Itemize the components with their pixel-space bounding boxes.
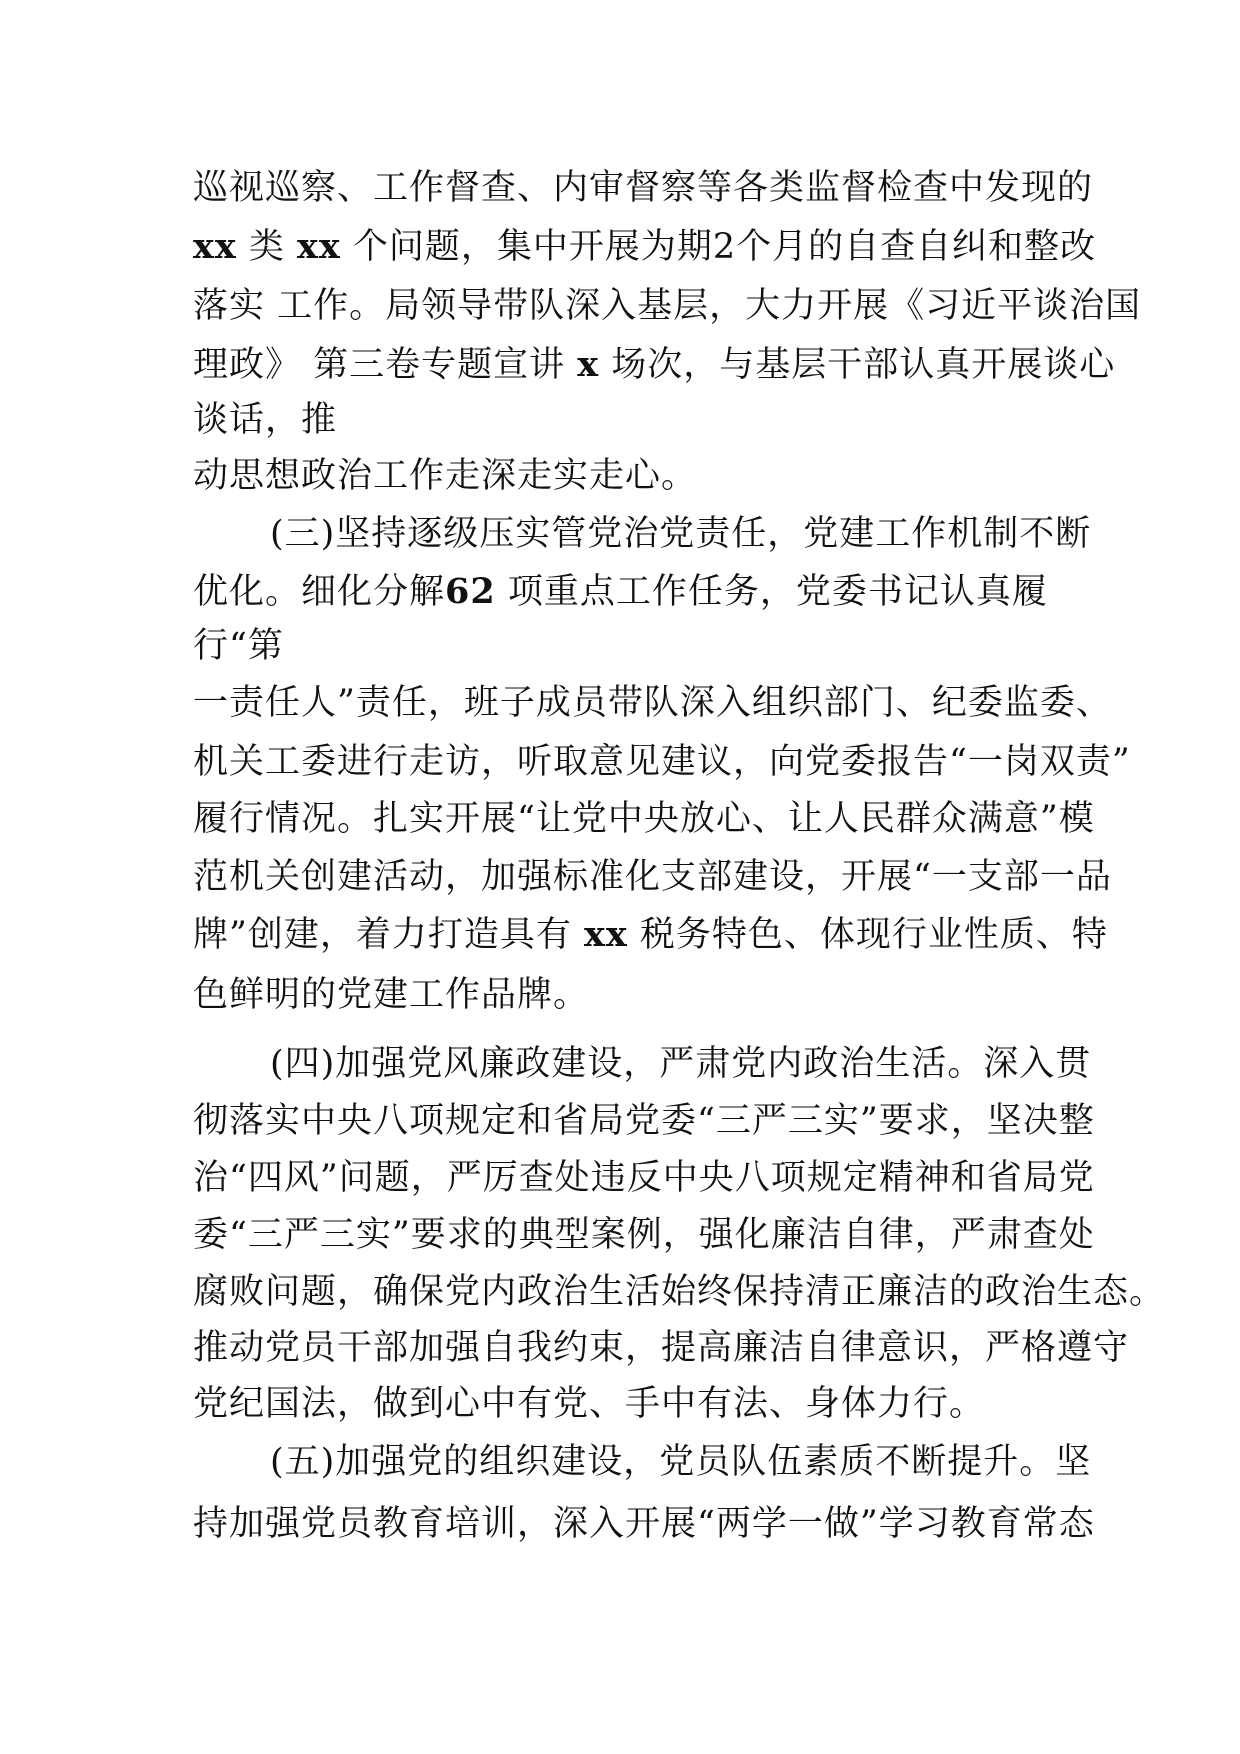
placeholder-text: x — [577, 344, 600, 385]
text-line: 范机关创建活动，加强标准化支部建设，开展“一支部一品 — [193, 857, 1112, 897]
placeholder-text: xx — [193, 226, 237, 267]
text-line: 行“第 — [193, 626, 284, 666]
text-segment: 类 — [236, 227, 297, 267]
text-line: 色鲜明的党建工作品牌。 — [193, 975, 590, 1015]
text-line: 落实 工作。局领导带队深入基层，大力开展《习近平谈治国 — [193, 286, 1142, 326]
section-heading-4: (四)加强党风廉政建设，严肃党内政治生活。深入贯 — [270, 1044, 1092, 1084]
text-line: 持加强党员教育培训，深入开展“两学一做”学习教育常态 — [193, 1504, 1095, 1544]
text-line: 一责任人”责任，班子成员带队深入组织部门、纪委监委、 — [193, 683, 1112, 723]
text-line: 腐败问题，确保党内政治生活始终保持清正廉洁的政治生态。 — [193, 1272, 1166, 1312]
text-line: 委“三严三实”要求的典型案例，强化廉洁自律，严肃查处 — [193, 1215, 1095, 1255]
text-line: 推动党员干部加强自我约束，提高廉洁自律意识，严格遵守 — [193, 1328, 1130, 1368]
text-segment: 场次，与基层干部认真开展谈心 — [599, 345, 1116, 385]
number-text: 62 — [445, 571, 496, 612]
text-line — [193, 343, 1115, 387]
section-heading-3: (三)坚持逐级压实管党治党责任，党建工作机制不断 — [270, 514, 1092, 554]
text-segment: 项重点工作任务，党委书记认真履 — [495, 572, 1048, 612]
text-segment: 个问题，集中开展为期2个月的自查自纠和整改 — [340, 227, 1097, 267]
text-line: 巡视巡察、工作督查、内审督察等各类监督检查中发现的 — [193, 168, 1094, 208]
text-segment: 优化。细化分解 — [193, 572, 446, 612]
text-line — [193, 225, 1096, 269]
placeholder-text: xx — [584, 914, 628, 955]
text-line — [193, 913, 1108, 957]
text-line: 彻落实中央八项规定和省局党委“三严三实”要求，坚决整 — [193, 1101, 1095, 1141]
text-line: 党纪国法，做到心中有党、手中有法、身体力行。 — [193, 1384, 986, 1424]
text-line — [193, 570, 1048, 614]
text-line: 治“四风”问题，严厉查处违反中央八项规定精神和省局党 — [193, 1158, 1095, 1198]
text-line: 机关工委进行走访，听取意见建议，向党委报告“一岗双责” — [193, 742, 1131, 782]
text-line: 履行情况。扎实开展“让党中央放心、让人民群众满意”模 — [193, 799, 1095, 839]
text-segment: 理政》 第三卷专题宣讲 — [193, 345, 578, 385]
text-segment: 牌”创建，着力打造具有 — [193, 915, 585, 955]
section-heading-5: (五)加强党的组织建设，党员队伍素质不断提升。坚 — [270, 1442, 1092, 1482]
text-segment: 税务特色、体现行业性质、特 — [627, 915, 1108, 955]
text-line: 谈话，推 — [193, 400, 338, 440]
text-line: 动思想政治工作走深走实走心。 — [193, 456, 698, 496]
placeholder-text: xx — [297, 226, 341, 267]
